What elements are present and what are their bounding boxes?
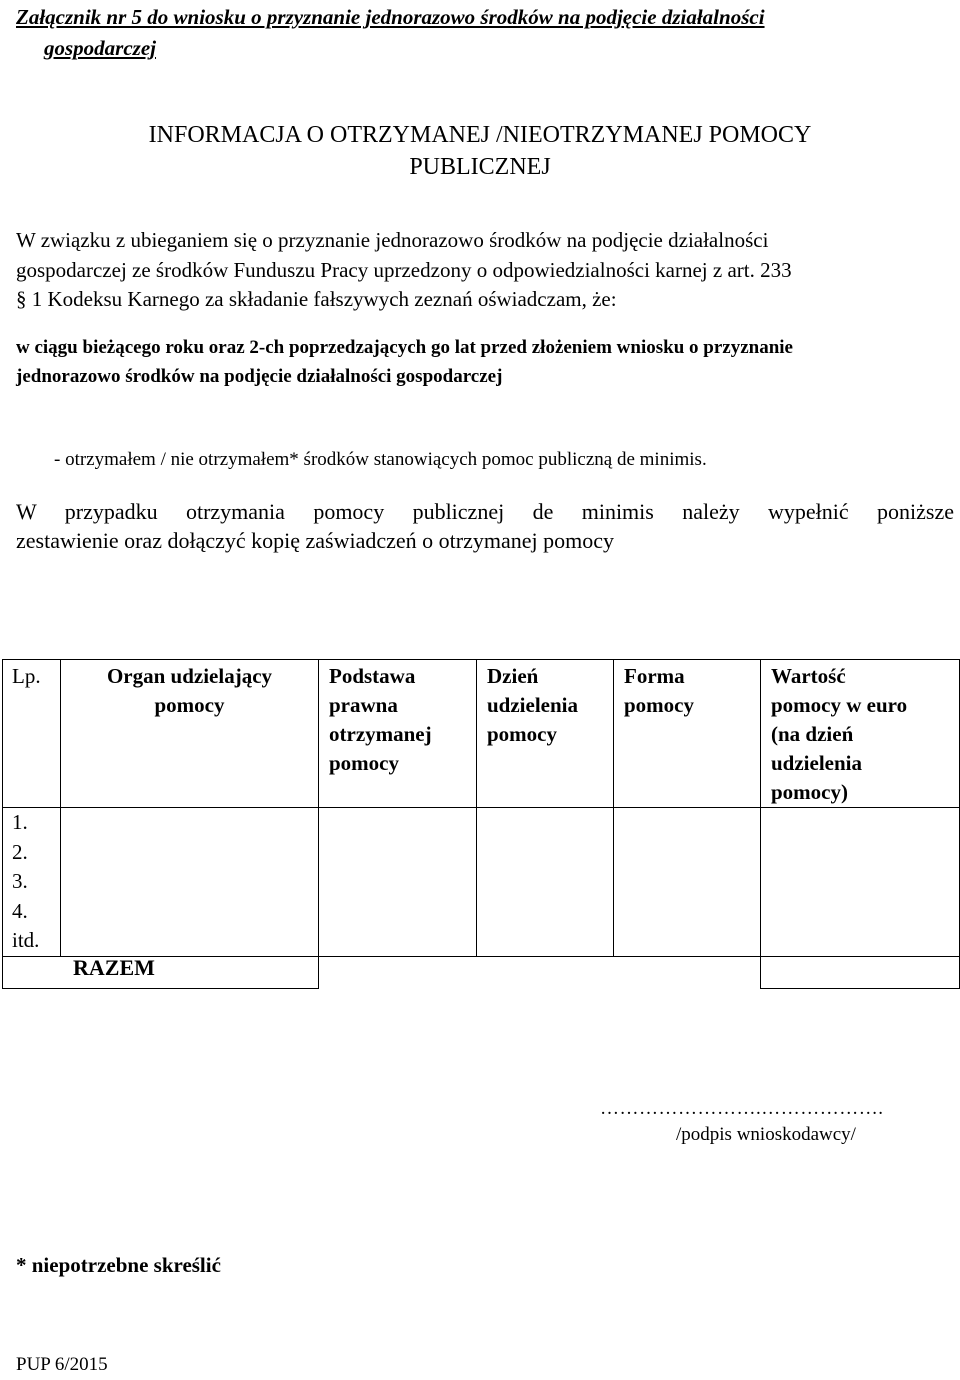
- header-organ-line2: pomocy: [154, 693, 225, 717]
- header-dzien-line3: pomocy: [487, 722, 557, 746]
- podstawa-value-cell[interactable]: [319, 808, 477, 957]
- table-data-row: [3, 808, 960, 957]
- total-label-cell: [3, 956, 319, 988]
- total-value-cell[interactable]: [761, 956, 960, 988]
- header-forma-line1: Forma: [624, 664, 685, 688]
- row-number-itd: itd.: [12, 928, 40, 952]
- header-lp-label: Lp.: [12, 664, 41, 688]
- forma-value-cell[interactable]: [614, 808, 761, 957]
- header-podstawa: [319, 660, 477, 808]
- attachment-header-line2: gospodarczej: [44, 36, 156, 60]
- document-title-line2: PUBLICZNEJ: [409, 154, 551, 180]
- header-organ: [61, 660, 319, 808]
- header-forma-line2: pomocy: [624, 693, 694, 717]
- instruction-line2: zestawienie oraz dołączyć kopię zaświadczeń o otrzymanej pomocy: [16, 528, 614, 553]
- signature-label: /podpis wnioskodawcy/: [676, 1124, 856, 1145]
- header-wartosc-line2: pomocy w euro: [771, 693, 908, 717]
- header-wartosc-line4: udzielenia: [771, 751, 863, 775]
- header-organ-line1: Organ udzielający: [106, 664, 273, 688]
- period-line1: w ciągu bieżącego roku oraz 2-ch poprzedzających go lat przed złożeniem wniosku o przyznanie: [16, 337, 793, 358]
- statement-line1: W związku z ubieganiem się o przyznanie jednorazowo środków na podjęcie działalności: [16, 228, 769, 252]
- dzien-value-cell[interactable]: [477, 808, 614, 957]
- received-aid-statement: - otrzymałem / nie otrzymałem* środków stanowiących pomoc publiczną de minimis.: [54, 449, 707, 470]
- wartosc-value-cell[interactable]: [761, 808, 960, 957]
- period-paragraph: [16, 333, 954, 391]
- signature-line[interactable]: …………………….……………….: [600, 1098, 884, 1119]
- instruction-paragraph: [16, 497, 954, 555]
- header-podstawa-line2: prawna: [329, 693, 398, 717]
- header-dzien-line2: udzielenia: [487, 693, 579, 717]
- aid-table: [2, 659, 960, 989]
- total-spacer: [319, 956, 477, 988]
- header-lp: [3, 660, 61, 808]
- total-spacer-3: [614, 956, 761, 988]
- header-wartosc-line3: (na dzień: [771, 722, 854, 746]
- header-podstawa-line1: Podstawa: [329, 664, 416, 688]
- document-title-line1: INFORMACJA O OTRZYMANEJ /NIEOTRZYMANEJ POMOCY: [148, 122, 812, 148]
- header-wartosc: [761, 660, 960, 808]
- total-spacer-2: [477, 956, 614, 988]
- header-dzien: [477, 660, 614, 808]
- table-header-row: [3, 660, 960, 808]
- row-number-2: 2.: [12, 839, 28, 864]
- header-wartosc-line1: Wartość: [771, 664, 846, 688]
- period-line2: jednorazowo środków na podjęcie działalności gospodarczej: [16, 366, 503, 387]
- row-numbers-cell: [3, 808, 61, 957]
- total-label: RAZEM: [73, 954, 155, 980]
- attachment-header-line1: Załącznik nr 5 do wniosku o przyznanie jednorazowo środków na podjęcie działalności: [16, 5, 765, 29]
- organ-value-cell[interactable]: [61, 808, 319, 957]
- statement-paragraph: [16, 226, 954, 315]
- form-code: PUP 6/2015: [16, 1354, 108, 1375]
- table-total-row: [3, 956, 960, 988]
- row-number-1: 1.: [12, 810, 28, 834]
- statement-line3: § 1 Kodeksu Karnego za składanie fałszywych zeznań oświadczam, że:: [16, 287, 617, 311]
- footnote: * niepotrzebne skreślić: [16, 1253, 221, 1277]
- row-number-3: 3.: [12, 869, 28, 893]
- header-podstawa-line4: pomocy: [329, 751, 399, 775]
- attachment-header: [16, 2, 946, 64]
- header-dzien-line1: Dzień: [487, 664, 539, 688]
- header-wartosc-line5: pomocy): [771, 780, 848, 804]
- document-title: [0, 119, 960, 183]
- header-podstawa-line3: otrzymanej: [329, 722, 432, 746]
- row-number-4: 4.: [12, 898, 28, 923]
- statement-line2: gospodarczej ze środków Funduszu Pracy uprzedzony o odpowiedzialności karnej z art. 233: [16, 257, 792, 282]
- header-forma: [614, 660, 761, 808]
- instruction-line1: W przypadku otrzymania pomocy publicznej de minimis należy wypełnić poniższe: [16, 499, 954, 524]
